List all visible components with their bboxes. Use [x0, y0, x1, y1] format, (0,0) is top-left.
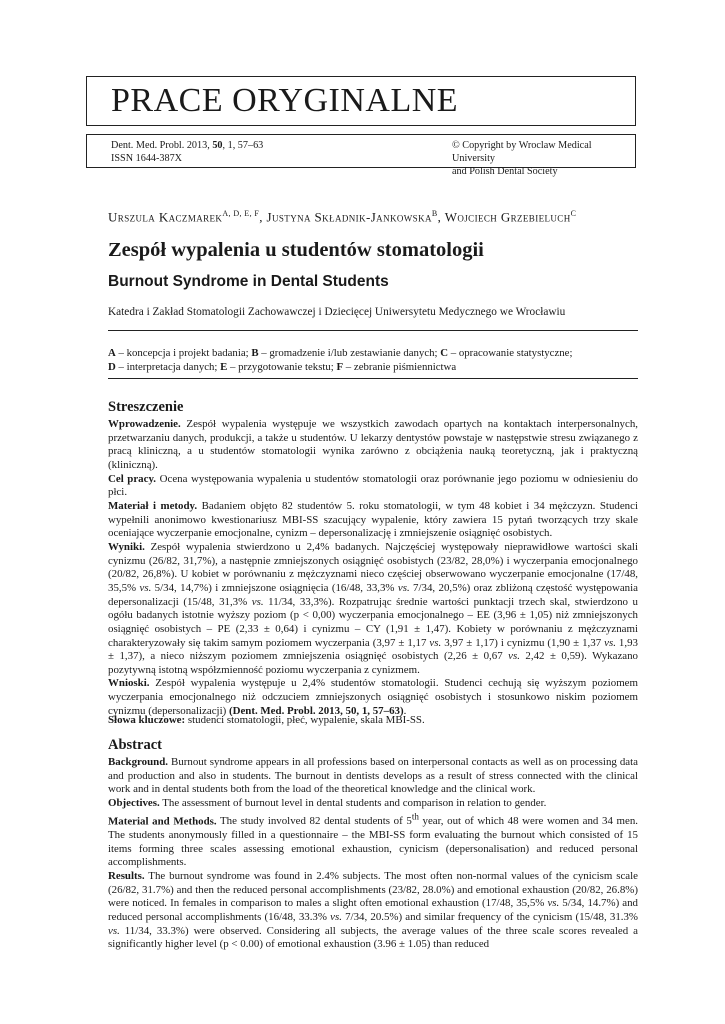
affiliation: Katedra i Zakład Stomatologii Zachowawczej i Dziecięcej Uniwersytetu Medycznego we Wrocławiu: [108, 306, 566, 318]
author-name: Justyna Składnik-Jankowska: [266, 209, 432, 225]
section-banner-box: [86, 76, 636, 126]
streszczenie-paragraph: [108, 473, 638, 500]
streszczenie-paragraph: [108, 500, 638, 541]
streszczenie-text: Zespół wypalenia stwierdzono u 2,4% badanych. Najczęściej występowały nieprawidłowe wartości skali cynizmu (26/82, 31,7%), a następnie zmniejszonych osiągnięć osobistych (23/82, 28,0%) i wyczerpania emocjonalnego (20/82, 26,8%). U kobiet w porównaniu z mężczyznami nieco częściej obserwowano wyczerpanie emocjonalne (17/48, 35,5% vs. 5/34, 14,7%) i zmniejszone osiągnięcia (16/48, 33,3% vs. 7/34, 20,5%) oraz zbliżoną częstość występowania depersonalizacji (15/48, 31,3% vs. 11/34, 33,3%). Rozpatrując średnie wartości punktacji trzech skal, stwierdzono u ogółu badanych istotnie wyższy poziom (p < 0,00) wyczerpania emocjonalnego – EE (3,96 ± 1,05) niż zmniejszonych osiągnięć osobistych – PE (2,33 ± 0,64) i cynizmu – CY (1,91 ± 1,47). Kobiety w porównaniu z mężczyznami charakteryzowały się takim samym poziomem wyczerpania (3,97 ± 1,17 vs. 3,97 ± 1,17) i cynizmu (1,90 ± 1,37 vs. 1,93 ± 1,37), a nieco niższym poziomem zmniejszenia osiągnięć osobistych (2,26 ± 0,67 vs. 2,42 ± 0,59). Wykazano pozytywną istotną współzmienność poziomu wyczerpania z cynizmem.: [108, 540, 638, 676]
abstract-heading: Abstract: [108, 737, 162, 753]
abstract-label: Material and Methods.: [108, 815, 217, 828]
streszczenie-paragraph: [108, 541, 638, 678]
contribution-text: – gromadzenie i/lub zestawianie danych;: [258, 347, 441, 359]
abstract-label: Objectives.: [108, 796, 160, 809]
author-role: A, D, E, F: [222, 209, 260, 218]
contribution-text: – opracowanie statystyczne;: [448, 347, 573, 359]
citation-line: Dent. Med. Probl. 2013, 50, 1, 57–63: [111, 140, 264, 151]
abstract-label: Results.: [108, 869, 145, 882]
contribution-key: E: [220, 361, 228, 373]
keywords: Słowa kluczowe: studenci stomatologii, płeć, wypalenie, skala MBI-SS.: [108, 714, 425, 726]
author-name: Wojciech Grzebieluch: [444, 209, 571, 225]
streszczenie-label: Cel pracy.: [108, 472, 157, 485]
abstract-label: Background.: [108, 756, 169, 768]
abstract-paragraph: [108, 811, 638, 870]
streszczenie-text: Zespół wypalenia występuje we wszystkich zawodach opartych na kontaktach interpersonalnych, przetwarzaniu danych, produkcji, a także u studentów. U lekarzy dentystów powstaje w następstwie stresu związanego z pracą kliniczną, a u studentów stomatologii wynika zarówno z obciążenia nauką teoretyczną, jak i praktyczną (kliniczną).: [108, 418, 638, 471]
abstract-body: [108, 756, 638, 952]
copyright-info: © Copyright by Wroclaw Medical University and Polish Dental Society: [452, 140, 592, 177]
author-separator: ,: [259, 209, 267, 225]
streszczenie-label: Wnioski.: [108, 677, 150, 690]
contribution-key: F: [336, 361, 344, 373]
author-role: B: [431, 209, 438, 218]
contribution-key: C: [440, 347, 449, 359]
divider-top: [108, 330, 638, 331]
citation-info: [111, 139, 263, 165]
streszczenie-paragraph: [108, 418, 638, 473]
abstract-text: The assessment of burnout level in dental students and comparison in relation to gender.: [159, 796, 547, 809]
article-title-pl: Zespół wypalenia u studentów stomatologii: [108, 239, 484, 261]
abstract-paragraph: [108, 870, 638, 952]
streszczenie-citation: (Dent. Med. Probl. 2013, 50, 1, 57–63): [228, 704, 404, 717]
issn: ISSN 1644-387X: [111, 153, 183, 164]
author-list: [108, 209, 576, 225]
streszczenie-body: [108, 418, 638, 718]
divider-bottom: [108, 378, 638, 379]
streszczenie-label: Wyniki.: [108, 540, 145, 553]
streszczenie-heading: Streszczenie: [108, 399, 184, 415]
streszczenie-text: Badaniem objęto 82 studentów 5. roku stomatologii, w tym 48 kobiet i 34 mężczyzn. Studenci wypełnili anonimowo kwestionariusz MBI-SS szacujący wypalenie, który zawiera 15 pytań tworzących trzy skale oceniające wyczerpanie emocjonalne, cynizm – depersonalizację i zmniejszenie osiągnięć osobistych.: [108, 499, 638, 540]
citation-box: [86, 134, 636, 177]
contribution-key: D: [108, 361, 116, 373]
contribution-text: – koncepcja i projekt badania;: [115, 347, 252, 359]
author-name: Urszula Kaczmarek: [108, 209, 223, 225]
streszczenie-text: Zespół wypalenia występuje u 2,4% studentów stomatologii. Studenci cechują się wyższym poziomem wyczerpania emocjonalnego niż odczuciem zmniejszonych osiągnięć osobistych i stosunkowo niskim poziomem cynizmu (depersonalizacji): [108, 677, 638, 717]
abstract-text: The study involved 82 dental students of 5th year, out of which 48 were women and 34 men. The students anonymously filled in a questionnaire – the MBI-SS form evaluating the burnout which consisted of 15 items forming three scales assessing emotional exhaustion, cynicism (depersonalisation) and reduced personal accomplishments.: [108, 811, 638, 869]
author-separator: ,: [437, 209, 445, 225]
contribution-text: – interpretacja danych;: [115, 361, 221, 373]
abstract-text: The burnout syndrome was found in 2.4% subjects. The most often non-normal values of the cynicism scale (26/82, 31.7%) and then the reduced personal accomplishments (23/82, 28.0%) and emotional exhaustion (20/82, 26.8%) were noticed. In females in comparison to males a slight often emotional exhaustion (17/48, 35,5% vs. 5/34, 14.7%) and reduced personal accomplishments (16/48, 33.3% vs. 7/34, 20.5%) and similar frequency of the cynicism (15/48, 31.3% vs. 11/34, 33.3%) were observed. Considering all subjects, the average values of the three scale scores revealed a significantly higher level (p < 0.00) of emotional exhaustion (3.96 ± 1.05) than reduced: [108, 869, 639, 951]
abstract-paragraph: [108, 756, 638, 797]
streszczenie-tail: .: [403, 704, 407, 717]
section-banner: PRACE ORYGINALNE: [111, 82, 459, 119]
contribution-key: B: [251, 347, 259, 359]
streszczenie-text: Ocena występowania wypalenia u studentów stomatologii oraz porównanie jego poziomu w odniesieniu do płci.: [108, 472, 638, 499]
abstract-paragraph: [108, 797, 638, 811]
author-contributions: [108, 346, 638, 374]
contribution-text: – przygotowanie tekstu;: [227, 361, 337, 373]
author-role: C: [570, 209, 577, 218]
streszczenie-label: Materiał i metody.: [108, 499, 198, 512]
contribution-key: A: [108, 347, 116, 359]
article-title-en: Burnout Syndrome in Dental Students: [108, 273, 389, 290]
contribution-text: – zebranie piśmiennictwa: [343, 361, 457, 373]
streszczenie-label: Wprowadzenie.: [108, 418, 181, 430]
abstract-text: Burnout syndrome appears in all professions based on interpersonal contacts as well as on processing data and production and also in students. The burnout in dentists develops as a result of stress connected with the clinical work and in dental students both from the load of the theoretical knowledge and the clinical work.: [108, 756, 638, 796]
